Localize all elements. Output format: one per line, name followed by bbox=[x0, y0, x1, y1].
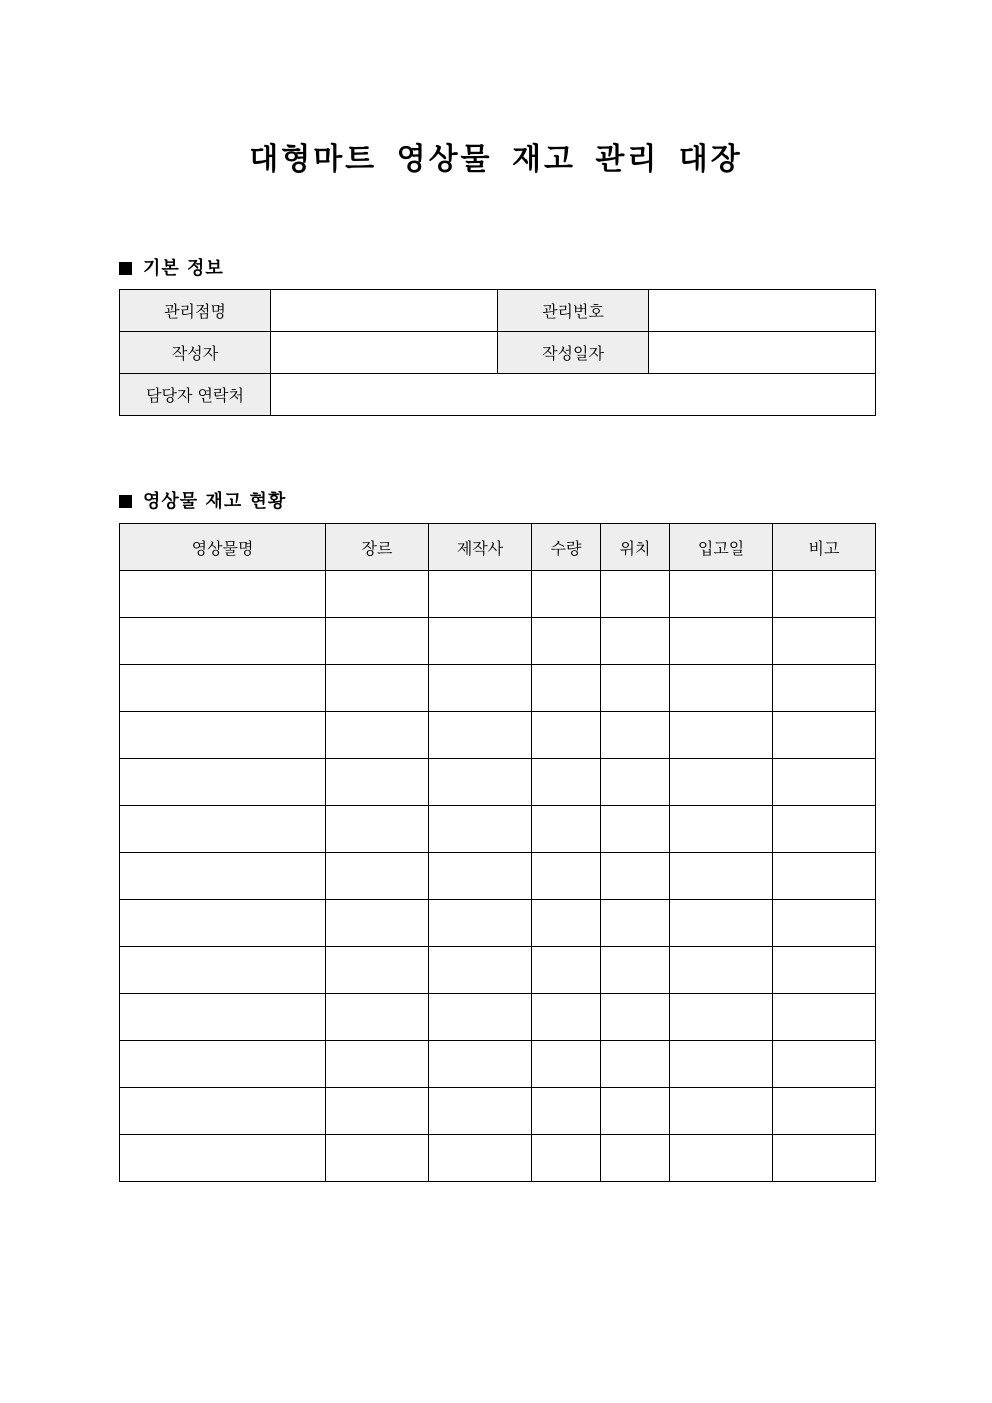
cell-genre[interactable] bbox=[326, 947, 429, 994]
cell-remarks[interactable] bbox=[773, 571, 876, 618]
table-header-row bbox=[120, 524, 876, 571]
cell-title[interactable] bbox=[120, 618, 326, 665]
table-row bbox=[120, 374, 876, 416]
table-row bbox=[120, 1041, 876, 1088]
cell-received-date[interactable] bbox=[670, 759, 773, 806]
cell-received-date[interactable] bbox=[670, 1135, 773, 1182]
cell-producer[interactable] bbox=[429, 947, 532, 994]
cell-received-date[interactable] bbox=[670, 994, 773, 1041]
cell-genre[interactable] bbox=[326, 853, 429, 900]
cell-genre[interactable] bbox=[326, 759, 429, 806]
cell-location[interactable] bbox=[601, 900, 670, 947]
cell-title[interactable] bbox=[120, 1135, 326, 1182]
square-bullet-icon bbox=[119, 262, 132, 275]
cell-quantity[interactable] bbox=[532, 1135, 601, 1182]
cell-location[interactable] bbox=[601, 665, 670, 712]
table-row bbox=[120, 290, 876, 332]
cell-received-date[interactable] bbox=[670, 853, 773, 900]
cell-remarks[interactable] bbox=[773, 947, 876, 994]
cell-genre[interactable] bbox=[326, 1135, 429, 1182]
cell-title[interactable] bbox=[120, 571, 326, 618]
cell-title[interactable] bbox=[120, 994, 326, 1041]
cell-producer[interactable] bbox=[429, 994, 532, 1041]
cell-genre[interactable] bbox=[326, 1088, 429, 1135]
cell-remarks[interactable] bbox=[773, 853, 876, 900]
contact-field[interactable] bbox=[271, 374, 876, 416]
cell-genre[interactable] bbox=[326, 665, 429, 712]
table-row bbox=[120, 571, 876, 618]
table-row bbox=[120, 1088, 876, 1135]
column-header-quantity: 수량 bbox=[532, 524, 601, 571]
cell-genre[interactable] bbox=[326, 618, 429, 665]
table-row bbox=[120, 759, 876, 806]
cell-quantity[interactable] bbox=[532, 947, 601, 994]
column-header-producer: 제작사 bbox=[429, 524, 532, 571]
cell-location[interactable] bbox=[601, 618, 670, 665]
cell-location[interactable] bbox=[601, 853, 670, 900]
cell-quantity[interactable] bbox=[532, 618, 601, 665]
cell-remarks[interactable] bbox=[773, 759, 876, 806]
cell-received-date[interactable] bbox=[670, 618, 773, 665]
cell-title[interactable] bbox=[120, 900, 326, 947]
cell-received-date[interactable] bbox=[670, 571, 773, 618]
cell-title[interactable] bbox=[120, 806, 326, 853]
section-heading-inventory bbox=[119, 487, 286, 513]
square-bullet-icon bbox=[119, 495, 132, 508]
basic-info-table bbox=[119, 289, 876, 416]
store-name-field[interactable] bbox=[271, 290, 498, 332]
cell-remarks[interactable] bbox=[773, 618, 876, 665]
cell-title[interactable] bbox=[120, 947, 326, 994]
cell-title[interactable] bbox=[120, 759, 326, 806]
cell-producer[interactable] bbox=[429, 900, 532, 947]
cell-title[interactable] bbox=[120, 665, 326, 712]
page-title: 대형마트 영상물 재고 관리 대장 bbox=[249, 142, 743, 177]
table-row bbox=[120, 332, 876, 374]
cell-received-date[interactable] bbox=[670, 1088, 773, 1135]
cell-quantity[interactable] bbox=[532, 900, 601, 947]
cell-quantity[interactable] bbox=[532, 712, 601, 759]
cell-title[interactable] bbox=[120, 712, 326, 759]
section-heading-label: 기본 정보 bbox=[143, 258, 224, 279]
table-row bbox=[120, 712, 876, 759]
manage-no-field[interactable] bbox=[649, 290, 876, 332]
cell-remarks[interactable] bbox=[773, 994, 876, 1041]
table-row bbox=[120, 900, 876, 947]
section-heading-basic-info bbox=[119, 254, 224, 280]
cell-quantity[interactable] bbox=[532, 994, 601, 1041]
cell-location[interactable] bbox=[601, 759, 670, 806]
cell-title[interactable] bbox=[120, 1041, 326, 1088]
cell-location[interactable] bbox=[601, 1041, 670, 1088]
cell-received-date[interactable] bbox=[670, 712, 773, 759]
cell-quantity[interactable] bbox=[532, 571, 601, 618]
cell-genre[interactable] bbox=[326, 712, 429, 759]
table-row bbox=[120, 947, 876, 994]
cell-title[interactable] bbox=[120, 853, 326, 900]
cell-received-date[interactable] bbox=[670, 900, 773, 947]
cell-genre[interactable] bbox=[326, 994, 429, 1041]
section-heading-label: 영상물 재고 현황 bbox=[143, 491, 287, 512]
table-row bbox=[120, 665, 876, 712]
cell-remarks[interactable] bbox=[773, 1041, 876, 1088]
cell-remarks[interactable] bbox=[773, 1088, 876, 1135]
cell-producer[interactable] bbox=[429, 1088, 532, 1135]
cell-location[interactable] bbox=[601, 571, 670, 618]
column-header-remarks: 비고 bbox=[773, 524, 876, 571]
cell-location[interactable] bbox=[601, 806, 670, 853]
cell-location[interactable] bbox=[601, 947, 670, 994]
inventory-table bbox=[119, 523, 876, 1182]
cell-producer[interactable] bbox=[429, 806, 532, 853]
cell-genre[interactable] bbox=[326, 571, 429, 618]
table-row bbox=[120, 853, 876, 900]
cell-remarks[interactable] bbox=[773, 900, 876, 947]
cell-received-date[interactable] bbox=[670, 665, 773, 712]
cell-remarks[interactable] bbox=[773, 665, 876, 712]
cell-quantity[interactable] bbox=[532, 759, 601, 806]
cell-quantity[interactable] bbox=[532, 665, 601, 712]
column-header-location: 위치 bbox=[601, 524, 670, 571]
cell-received-date[interactable] bbox=[670, 1041, 773, 1088]
table-row bbox=[120, 994, 876, 1041]
cell-quantity[interactable] bbox=[532, 1088, 601, 1135]
column-header-title: 영상물명 bbox=[120, 524, 326, 571]
cell-quantity[interactable] bbox=[532, 853, 601, 900]
write-date-field[interactable] bbox=[649, 332, 876, 374]
store-name-label: 관리점명 bbox=[120, 290, 271, 332]
writer-label: 작성자 bbox=[120, 332, 271, 374]
cell-producer[interactable] bbox=[429, 618, 532, 665]
column-header-genre: 장르 bbox=[326, 524, 429, 571]
writer-field[interactable] bbox=[271, 332, 498, 374]
table-row bbox=[120, 806, 876, 853]
cell-received-date[interactable] bbox=[670, 806, 773, 853]
cell-producer[interactable] bbox=[429, 712, 532, 759]
cell-remarks[interactable] bbox=[773, 712, 876, 759]
cell-producer[interactable] bbox=[429, 665, 532, 712]
cell-genre[interactable] bbox=[326, 806, 429, 853]
column-header-received-date: 입고일 bbox=[670, 524, 773, 571]
table-row bbox=[120, 618, 876, 665]
contact-label: 담당자 연락처 bbox=[120, 374, 271, 416]
cell-quantity[interactable] bbox=[532, 806, 601, 853]
cell-remarks[interactable] bbox=[773, 806, 876, 853]
cell-producer[interactable] bbox=[429, 1135, 532, 1182]
cell-location[interactable] bbox=[601, 1088, 670, 1135]
cell-producer[interactable] bbox=[429, 571, 532, 618]
cell-remarks[interactable] bbox=[773, 1135, 876, 1182]
cell-location[interactable] bbox=[601, 712, 670, 759]
cell-genre[interactable] bbox=[326, 1041, 429, 1088]
table-row bbox=[120, 1135, 876, 1182]
cell-quantity[interactable] bbox=[532, 1041, 601, 1088]
cell-producer[interactable] bbox=[429, 853, 532, 900]
manage-no-label: 관리번호 bbox=[498, 290, 649, 332]
cell-received-date[interactable] bbox=[670, 947, 773, 994]
cell-producer[interactable] bbox=[429, 1041, 532, 1088]
cell-producer[interactable] bbox=[429, 759, 532, 806]
cell-genre[interactable] bbox=[326, 900, 429, 947]
cell-title[interactable] bbox=[120, 1088, 326, 1135]
cell-location[interactable] bbox=[601, 1135, 670, 1182]
cell-location[interactable] bbox=[601, 994, 670, 1041]
write-date-label: 작성일자 bbox=[498, 332, 649, 374]
